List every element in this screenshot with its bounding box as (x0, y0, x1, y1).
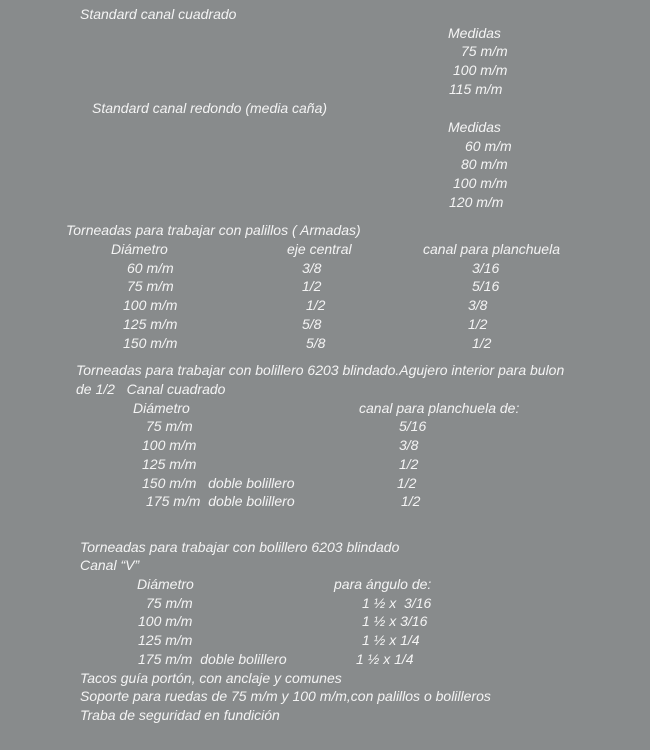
table-cell-diametro: 100 m/m (138, 613, 193, 629)
section-title-bolillero-v: Torneadas para trabajar con bolillero 6203 blindado (80, 539, 400, 555)
table-cell-canal: 1/2 (401, 493, 421, 509)
table-cell-canal: 1/2 (468, 316, 488, 332)
section-title-bolillero-cuadrado: Torneadas para trabajar con bolillero 6203 blindado.Agujero interior para bulon (76, 362, 565, 378)
section-title-palillos: Torneadas para trabajar con palillos ( Armadas) (66, 222, 361, 238)
section-title-standard-canal-redondo: Standard canal redondo (media caña) (92, 100, 328, 116)
size-value: 60 m/m (465, 138, 512, 154)
section-subtitle-bolillero-cuadrado: de 1/2 Canal cuadrado (76, 381, 226, 397)
section-subtitle-canal-v: Canal “V” (80, 557, 140, 573)
table-cell-eje: 3/8 (302, 260, 322, 276)
table-cell-diametro: 150 m/m (123, 335, 178, 351)
column-header-diametro: Diámetro (133, 400, 190, 416)
table-cell-diametro: 75 m/m (127, 278, 174, 294)
table-cell-diametro: 100 m/m (123, 297, 178, 313)
product-line-tacos: Tacos guía portón, con anclaje y comunes (80, 670, 342, 686)
size-value: 115 m/m (449, 81, 503, 97)
table-cell-diametro: 60 m/m (127, 260, 174, 276)
table-cell-eje: 5/8 (302, 316, 322, 332)
table-cell-canal: 5/16 (399, 418, 427, 434)
table-cell-diametro: 175 m/m doble bolillero (138, 651, 287, 667)
table-cell-canal: 3/16 (472, 260, 500, 276)
table-cell-diametro: 175 m/m doble bolillero (146, 493, 295, 509)
table-cell-diametro: 125 m/m (138, 632, 193, 648)
table-cell-angulo: 1 ½ x 1/4 (362, 632, 420, 648)
column-header-diametro: Diámetro (137, 576, 194, 592)
table-cell-diametro: 75 m/m (146, 418, 193, 434)
size-value: 120 m/m (449, 194, 504, 210)
medidas-label: Medidas (448, 119, 501, 135)
table-cell-eje: 1/2 (306, 297, 326, 313)
product-line-soporte: Soporte para ruedas de 75 m/m y 100 m/m,con palillos o bolilleros (80, 688, 491, 704)
column-header-canal-planchuela: canal para planchuela de: (359, 400, 520, 416)
product-line-traba: Traba de seguridad en fundición (80, 707, 280, 723)
column-header-angulo: para ángulo de: (334, 576, 432, 592)
table-cell-eje: 5/8 (306, 335, 326, 351)
table-cell-diametro: 125 m/m (123, 316, 178, 332)
size-value: 100 m/m (453, 62, 508, 78)
table-cell-angulo: 1 ½ x 1/4 (356, 651, 414, 667)
size-value: 100 m/m (453, 175, 508, 191)
table-cell-canal: 1/2 (397, 475, 417, 491)
table-cell-diametro: 100 m/m (142, 437, 197, 453)
column-header-canal-planchuela: canal para planchuela (423, 241, 560, 257)
table-cell-diametro: 125 m/m (142, 456, 197, 472)
table-cell-angulo: 1 ½ x 3/16 (362, 595, 432, 611)
table-cell-diametro: 150 m/m doble bolillero (142, 475, 295, 491)
section-title-standard-canal-cuadrado: Standard canal cuadrado (80, 6, 237, 22)
table-cell-canal: 1/2 (472, 335, 492, 351)
table-cell-canal: 3/8 (468, 297, 488, 313)
table-cell-angulo: 1 ½ x 3/16 (362, 613, 428, 629)
table-cell-canal: 1/2 (399, 456, 419, 472)
table-cell-canal: 3/8 (399, 437, 419, 453)
size-value: 80 m/m (461, 156, 508, 172)
column-header-eje-central: eje central (287, 241, 352, 257)
column-header-diametro: Diámetro (111, 241, 168, 257)
table-cell-eje: 1/2 (302, 278, 322, 294)
table-cell-canal: 5/16 (472, 278, 500, 294)
size-value: 75 m/m (461, 43, 508, 59)
table-cell-diametro: 75 m/m (146, 595, 193, 611)
medidas-label: Medidas (448, 25, 501, 41)
